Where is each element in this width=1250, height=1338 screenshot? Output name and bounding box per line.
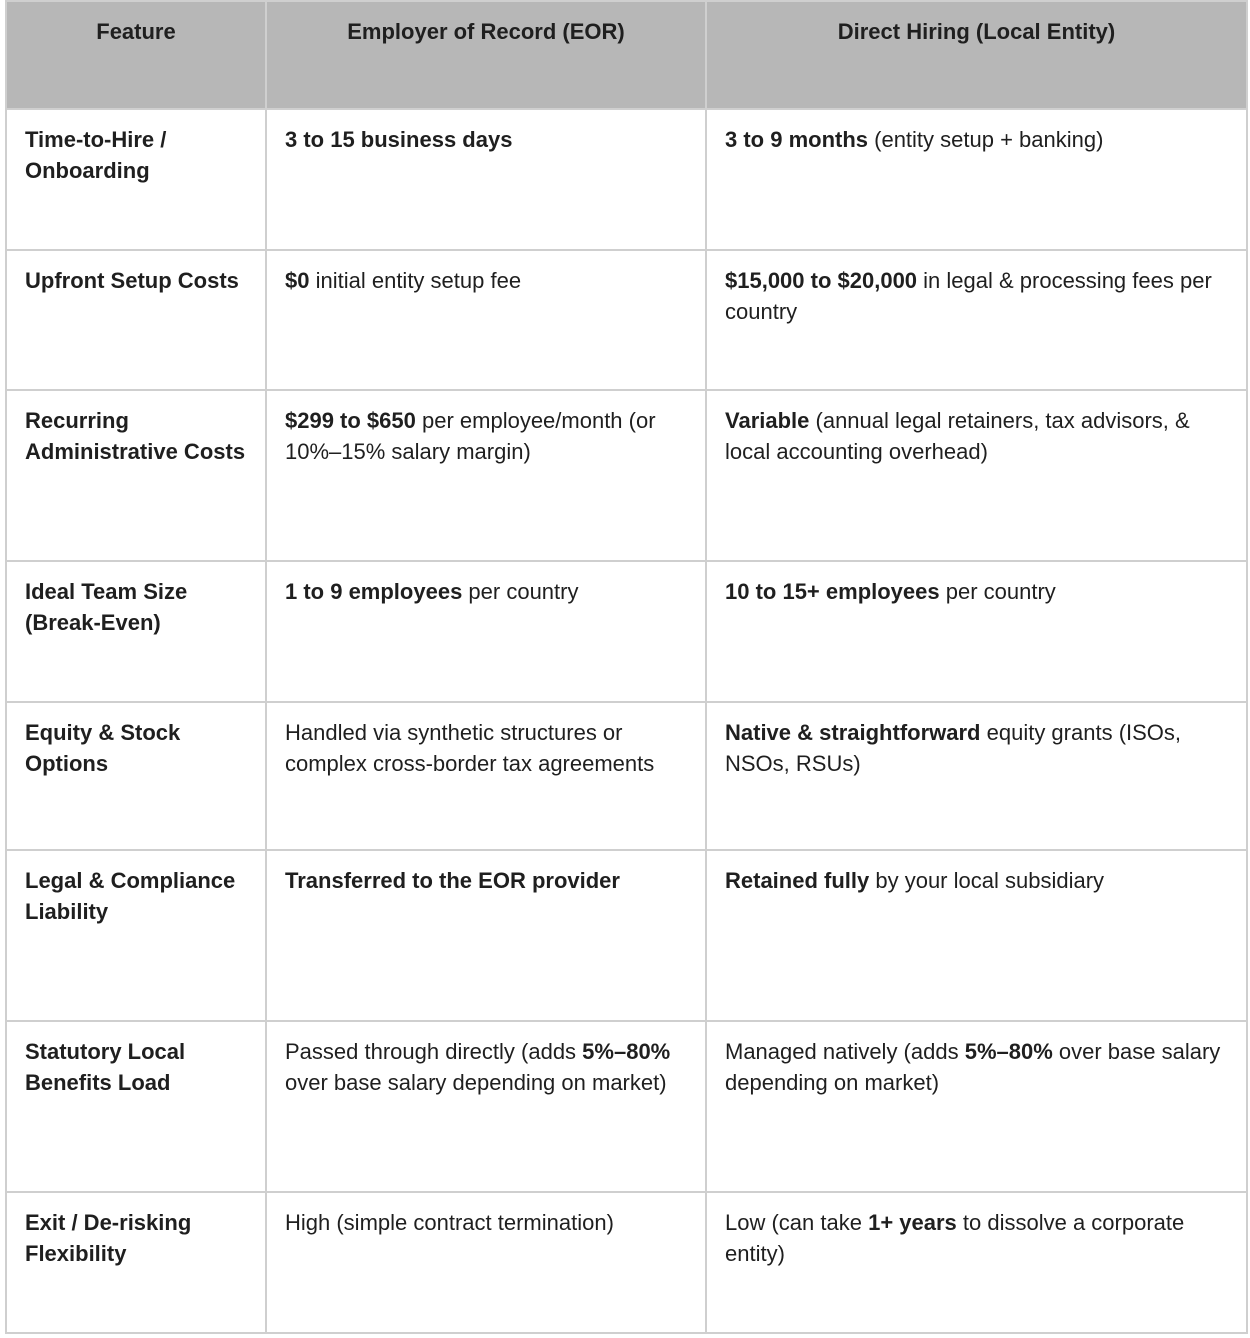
feature-cell: Equity & Stock Options <box>6 702 266 850</box>
text-segment: by your local subsidiary <box>869 868 1105 893</box>
table-row <box>6 1021 1247 1192</box>
direct-cell <box>706 1021 1247 1192</box>
text-segment: per employee/month (or 10%–15% salary margin) <box>285 408 656 464</box>
header-direct-hiring: Direct Hiring (Local Entity) <box>706 1 1247 109</box>
text-segment: initial entity setup fee <box>309 268 522 293</box>
bold-text: $0 <box>285 268 310 293</box>
header-eor: Employer of Record (EOR) <box>266 1 706 109</box>
bold-text: 10 to 15+ employees <box>725 579 940 604</box>
bold-text: 5%–80% <box>582 1039 671 1064</box>
text-segment: equity grants (ISOs, NSOs, RSUs) <box>725 720 1182 776</box>
direct-cell <box>706 850 1247 1021</box>
bold-text: 3 to 9 months <box>725 127 869 152</box>
bold-text: $299 to $650 <box>285 408 416 433</box>
table-row <box>6 250 1247 390</box>
bold-text: Variable <box>725 408 810 433</box>
feature-cell: Legal & Compliance Liability <box>6 850 266 1021</box>
text-segment: Managed natively (adds <box>725 1039 965 1064</box>
text-segment: per country <box>462 579 579 604</box>
text-segment: (entity setup + banking) <box>868 127 1104 152</box>
direct-cell <box>706 1192 1247 1333</box>
eor-cell <box>266 390 706 561</box>
direct-cell <box>706 250 1247 390</box>
text-segment: over base salary depending on market) <box>285 1070 667 1095</box>
text-segment: to dissolve a corporate entity) <box>725 1210 1185 1266</box>
text-segment: over base salary depending on market) <box>725 1039 1221 1095</box>
table-row <box>6 1192 1247 1333</box>
feature-cell: Ideal Team Size (Break-Even) <box>6 561 266 702</box>
text-segment: (annual legal retainers, tax advisors, & local accounting overhead) <box>725 408 1190 464</box>
bold-text: 1 to 9 employees <box>285 579 463 604</box>
feature-cell: Statutory Local Benefits Load <box>6 1021 266 1192</box>
feature-cell: Time-to-Hire / Onboarding <box>6 109 266 250</box>
bold-text: Native & straightforward <box>725 720 981 745</box>
direct-cell <box>706 390 1247 561</box>
table-row <box>6 850 1247 1021</box>
eor-cell <box>266 250 706 390</box>
text-segment: High (simple contract termination) <box>285 1210 614 1235</box>
feature-cell: Exit / De-risking Flexibility <box>6 1192 266 1333</box>
bold-text: 1+ years <box>868 1210 957 1235</box>
header-row <box>6 1 1247 109</box>
text-segment: Handled via synthetic structures or complex cross-border tax agreements <box>285 720 655 776</box>
bold-text: $15,000 to $20,000 <box>725 268 918 293</box>
header-feature: Feature <box>6 1 266 109</box>
table-row <box>6 702 1247 850</box>
eor-cell <box>266 1192 706 1333</box>
eor-cell <box>266 109 706 250</box>
direct-cell <box>706 109 1247 250</box>
table-row <box>6 109 1247 250</box>
feature-cell: Recurring Administrative Costs <box>6 390 266 561</box>
bold-text: 3 to 15 business days <box>285 127 513 152</box>
table-row <box>6 561 1247 702</box>
direct-cell <box>706 702 1247 850</box>
text-segment: in legal & processing fees per country <box>725 268 1212 324</box>
bold-text: Transferred to the EOR provider <box>285 868 620 893</box>
eor-cell <box>266 1021 706 1192</box>
eor-cell <box>266 702 706 850</box>
text-segment: Passed through directly (adds <box>285 1039 583 1064</box>
eor-cell <box>266 561 706 702</box>
direct-cell <box>706 561 1247 702</box>
table-row <box>6 390 1247 561</box>
bold-text: Retained fully <box>725 868 870 893</box>
text-segment: per country <box>939 579 1056 604</box>
feature-cell: Upfront Setup Costs <box>6 250 266 390</box>
comparison-table <box>5 0 1248 1334</box>
bold-text: 5%–80% <box>964 1039 1053 1064</box>
text-segment: Low (can take <box>725 1210 869 1235</box>
eor-cell <box>266 850 706 1021</box>
